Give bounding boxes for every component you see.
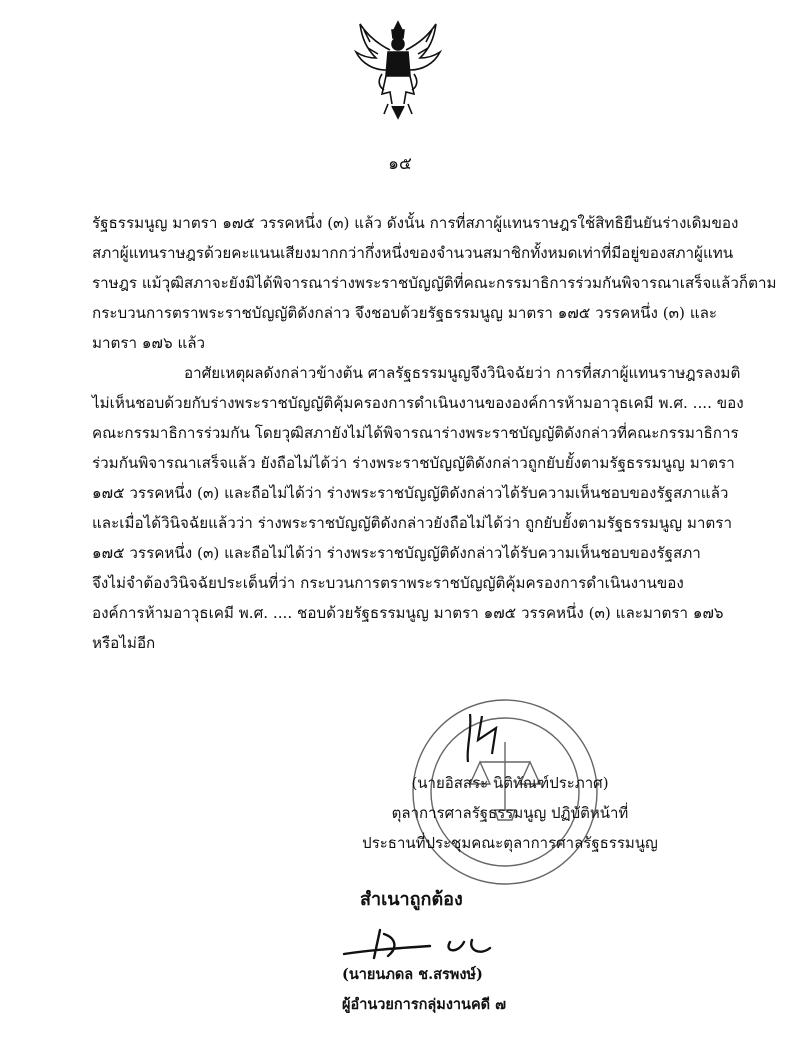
text-line: และเมื่อได้วินิจฉัยแล้วว่า ร่างพระราชบัญญัติดังกล่าวยังถือไม่ได้ว่า ถูกยับยั้งตามรัฐธรรมนูญ มาตรา	[92, 514, 732, 532]
signatory-block	[350, 768, 670, 858]
page-number: ๑๕	[388, 154, 412, 174]
garuda-emblem	[348, 14, 448, 124]
document-body	[92, 208, 782, 658]
text-line: ๑๗๕ วรรคหนึ่ง (๓) และถือไม่ได้ว่า ร่างพระราชบัญญัติดังกล่าวได้รับความเห็นชอบของรัฐสภา	[92, 544, 701, 562]
text-line: ๑๗๕ วรรคหนึ่ง (๓) และถือไม่ได้ว่า ร่างพระราชบัญญัติดังกล่าวได้รับความเห็นชอบของรัฐสภาแล้ว	[92, 484, 729, 502]
certified-copy-label: สำเนาถูกต้อง	[360, 889, 463, 910]
signatory-name: (นายอิสสระ นิติทัณฑ์ประภาศ)	[411, 774, 609, 792]
text-line: จึงไม่จำต้องวินิจฉัยประเด็นที่ว่า กระบวนการตราพระราชบัญญัติคุ้มครองการดำเนินงานของ	[92, 574, 684, 592]
certifier-block	[342, 960, 506, 1020]
text-line: อาศัยเหตุผลดังกล่าวข้างต้น ศาลรัฐธรรมนูญจึงวินิจฉัยว่า การที่สภาผู้แทนราษฎรลงมติ	[184, 364, 741, 382]
paragraph-2	[92, 358, 782, 658]
text-line: มาตรา ๑๗๖ แล้ว	[92, 334, 206, 352]
text-line: ไม่เห็นชอบด้วยกับร่างพระราชบัญญัติคุ้มครองการดำเนินงานขององค์การห้ามอาวุธเคมี พ.ศ. .... ของ	[92, 394, 744, 412]
paragraph-1	[92, 208, 782, 358]
text-line: ราษฎร แม้วุฒิสภาจะยังมิได้พิจารณาร่างพระราชบัญญัติที่คณะกรรมาธิการร่วมกันพิจารณาเสร็จแล้วก็ตาม	[92, 274, 777, 292]
text-line: กระบวนการตราพระราชบัญญัติดังกล่าว จึงชอบด้วยรัฐธรรมนูญ มาตรา ๑๗๕ วรรคหนึ่ง (๓) และ	[92, 304, 718, 322]
text-line: สภาผู้แทนราษฎรด้วยคะแนนเสียงมากกว่ากึ่งหนึ่งของจำนวนสมาชิกทั้งหมดเท่าที่มีอยู่ของสภาผู้แทน	[92, 244, 734, 262]
text-line: ร่วมกันพิจารณาเสร็จแล้ว ยังถือไม่ได้ว่า ร่างพระราชบัญญัติดังกล่าวถูกยับยั้งตามรัฐธรรมนูญ มาตรา	[92, 454, 735, 472]
certifier-position: ผู้อำนวยการกลุ่มงานคดี ๗	[342, 996, 507, 1013]
signatory-position: ตุลาการศาลรัฐธรรมนูญ ปฏิบัติหน้าที่	[391, 804, 629, 822]
certifier-name: (นายนภดล ช.สรพงษ์)	[342, 966, 483, 983]
text-line: องค์การห้ามอาวุธเคมี พ.ศ. .... ชอบด้วยรัฐธรรมนูญ มาตรา ๑๗๕ วรรคหนึ่ง (๓) และมาตรา ๑๗๖	[92, 604, 724, 622]
text-line: คณะกรรมาธิการร่วมกัน โดยวุฒิสภายังไม่ได้พิจารณาร่างพระราชบัญญัติดังกล่าวที่คณะกรรมาธิการ	[92, 424, 739, 442]
signatory-role: ประธานที่ประชุมคณะตุลาการศาลรัฐธรรมนูญ	[362, 834, 658, 852]
text-line: รัฐธรรมนูญ มาตรา ๑๗๕ วรรคหนึ่ง (๓) แล้ว ดังนั้น การที่สภาผู้แทนราษฎรใช้สิทธิยืนยันร่างเดิมของ	[92, 214, 739, 232]
text-line: หรือไม่อีก	[92, 634, 156, 652]
